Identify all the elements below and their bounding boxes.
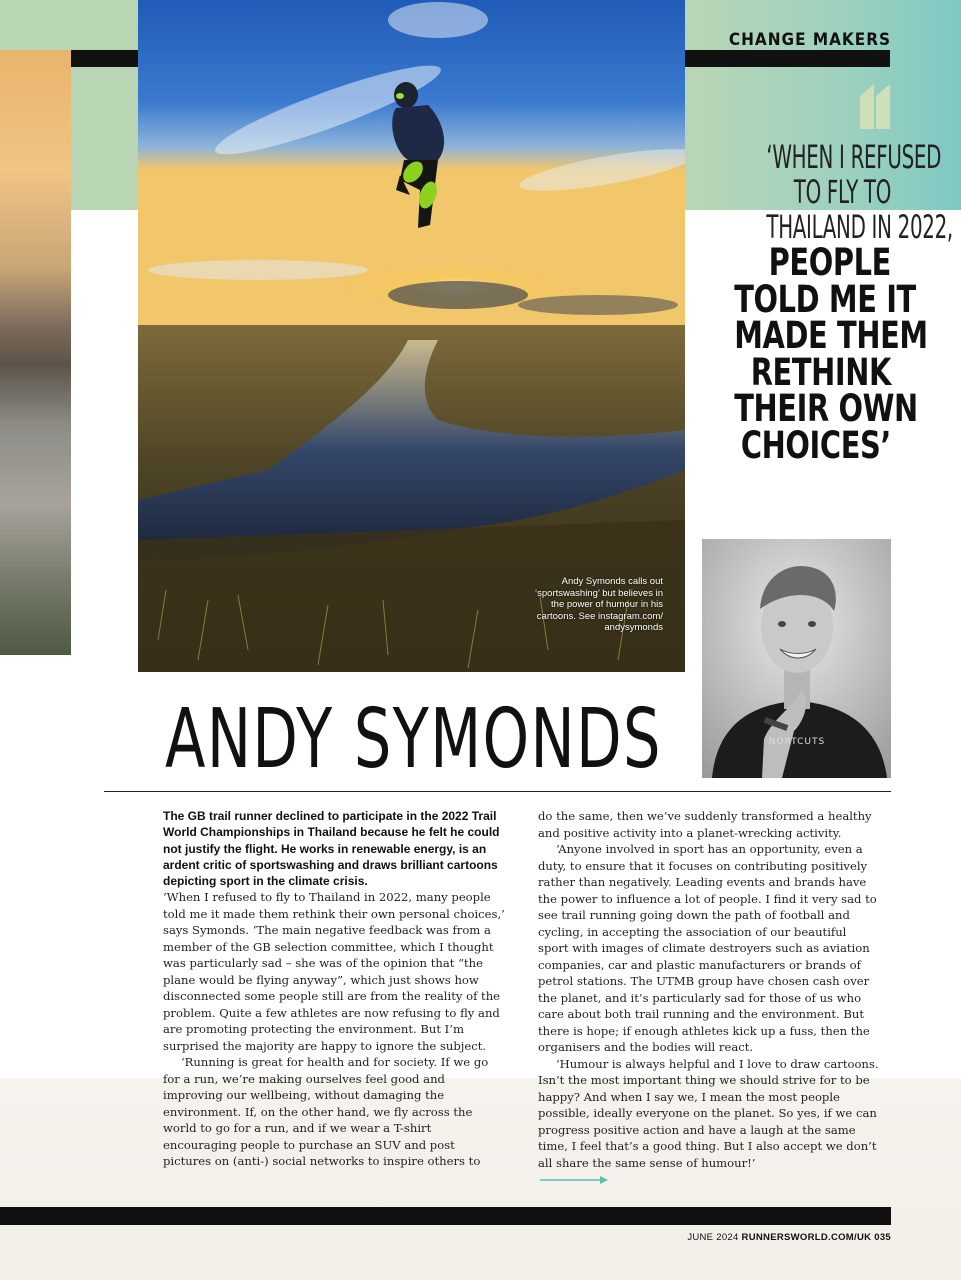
footer-bar: [0, 1207, 891, 1225]
standfirst: The GB trail runner declined to participate in the 2022 Trail World Championships in Thailand because he felt he could not justify the flight. He works in renewable energy, is an ardent critic of sportswashing and draws brilliant cartoons depicting sport in the climate crisis.: [163, 809, 500, 889]
pull-quote-line: ‘WHEN I REFUSED: [766, 138, 942, 176]
folio-page-number: 035: [874, 1232, 891, 1243]
pull-quote-line-bold: MADE THEM: [734, 314, 928, 357]
pull-quote-line-bold: TOLD ME IT: [734, 277, 916, 321]
page-title: ANDY SYMONDS: [165, 692, 662, 787]
body-paragraph: ‘Humour is always helpful and I love to draw cartoons. Isn’t the most important thing we should strive for to be happy? And when I say we, I mean the most people possible, ideally everyone on the planet. So yes, if we can progress positive action and have a laugh at the same time, I feel that’s a good thing. But I also accept we don’t all share the same sense of humour!’: [538, 1056, 879, 1170]
pull-quote-line: TO FLY TO: [793, 173, 891, 211]
photo-caption: Andy Symonds calls out ‘sportswashing’ but believes in the power of humour in his cartoons. See instagram.com/ andysymonds: [535, 576, 663, 633]
pull-quote-line-bold: RETHINK: [750, 350, 891, 394]
folio-date: JUNE 2024: [687, 1232, 739, 1243]
end-arrow-icon: [540, 1173, 610, 1187]
body-paragraph: ‘When I refused to fly to Thailand in 2022, many people told me it made them rethink their own personal choices,’ says Symonds. ‘The main negative feedback was from a member of the GB selection committee, which I thought was particularly sad – she was of the opinion that “the plane would be flying anyway”, which just shows how disconnected some people still are from the reality of the problem. Quite a few athletes are now refusing to fly and are promoting protecting the environment. But I’m surprised the majority are happy to ignore the subject.: [163, 890, 505, 1053]
body-paragraph: do the same, then we’ve suddenly transformed a healthy and positive activity into a planet-wrecking activity.: [538, 809, 872, 840]
article-column-right: [538, 808, 880, 1171]
body-paragraph: ‘Running is great for health and for society. If we go for a run, we’re making ourselves feel good and improving our wellbeing, without damaging the environment. If, on the other hand, we fly across the world to go for a run, and if we wear a T-shirt encouraging people to purchase an SUV and post pictures on (anti-) social networks to inspire others to: [163, 1055, 489, 1169]
black-bar-right: [685, 50, 890, 67]
pull-quote-line-bold: THEIR OWN: [734, 387, 918, 430]
title-rule: [104, 791, 891, 792]
main-photo-runner-jumping: [138, 0, 685, 672]
black-bar-left: [71, 50, 138, 67]
article-column-left: [163, 808, 505, 1170]
portrait-shirt-text: NORTCUTS: [768, 737, 826, 747]
quote-mark-icon: [860, 84, 890, 129]
body-paragraph: ‘Anyone involved in sport has an opportunity, even a duty, to ensure that it focuses on contributing positively rather than negatively. Leading events and brands have the power to influence a lot of people. I find it very sad to see trail running going down the path of football and cycling, in accepting the association of our beautiful sport with images of climate destroyers such as aviation companies, car and plastic manufacturers or brands of petrol stations. The UTMB group have chosen cash over the planet, and it’s particularly sad for those of us who care about both trail running and the environment. But there is hope; if enough athletes kick up a fuss, then the organisers and the bodies will react.: [538, 842, 877, 1054]
pull-quote-line: THAILAND IN 2022,: [766, 208, 953, 246]
folio-site: RUNNERSWORLD.COM/UK: [741, 1232, 872, 1243]
folio: [687, 1232, 891, 1243]
portrait-photo: [702, 539, 891, 778]
section-label: CHANGE MAKERS: [728, 30, 891, 50]
pull-quote-line-bold: CHOICES’: [740, 423, 891, 467]
pull-quote-line-bold: PEOPLE: [768, 241, 891, 284]
pull-quote: [690, 138, 953, 467]
side-landscape-photo: [0, 50, 71, 655]
